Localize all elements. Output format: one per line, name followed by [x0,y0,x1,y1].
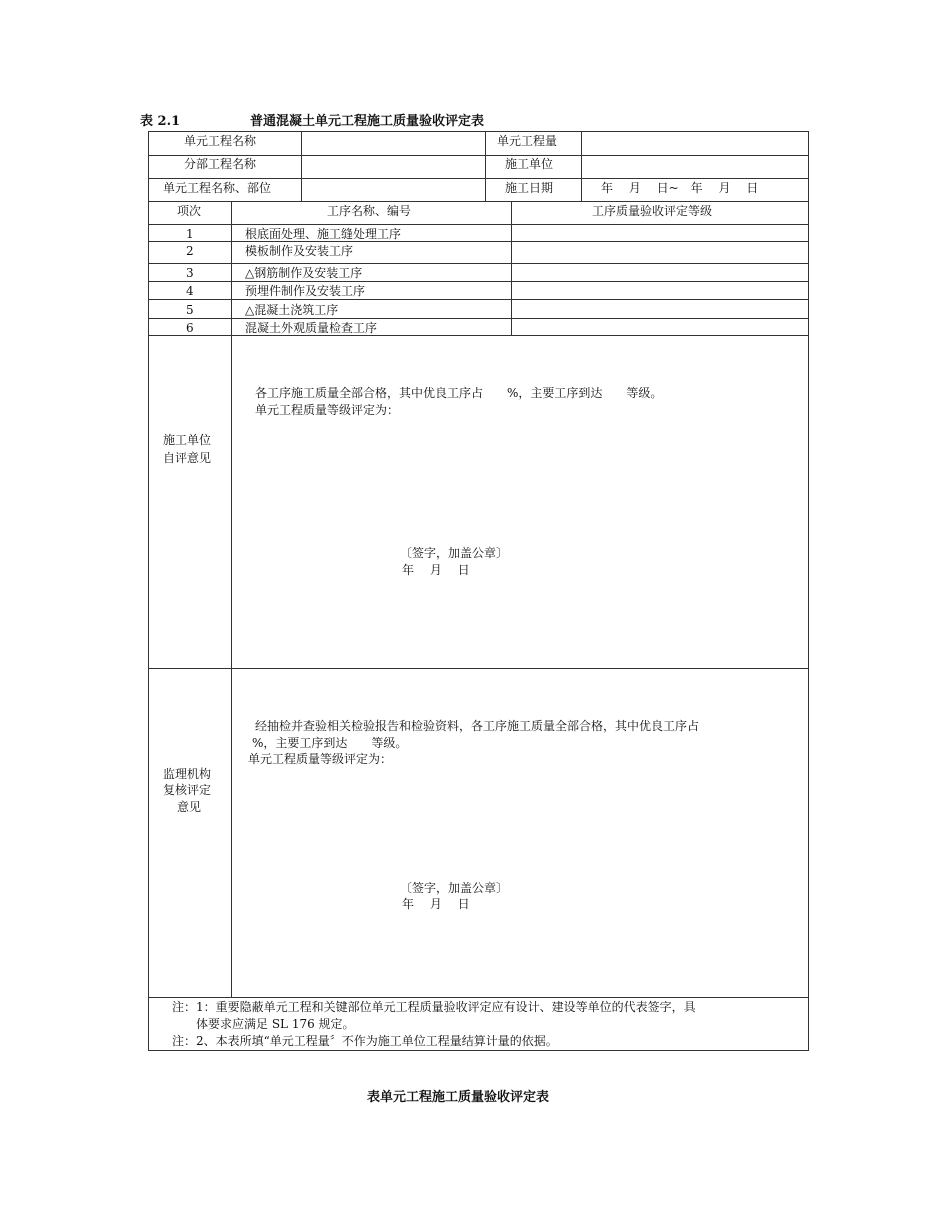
table-number: 表 2.1 [140,114,181,129]
row-line [148,263,809,264]
col-line [581,131,582,201]
note-2: 注：2、本表所填“单元工程量〞不作为施工单位工程量结算计量的依据。 [172,1034,558,1048]
column-header-no: 项次 [177,204,202,218]
process-no: 3 [186,266,194,280]
sub-project-name-label: 分部工程名称 [184,157,257,171]
col-line [511,201,512,335]
row-line [148,241,809,242]
col-line [485,131,486,201]
signature-seal-note: 〔签字，加盖公章〕 [400,546,509,560]
self-eval-label: 施工单位 [163,433,212,447]
construction-date-label: 施工日期 [505,181,554,195]
table-border-bottom [148,1050,809,1051]
row-line [148,281,809,282]
process-no: 1 [186,227,194,241]
self-eval-grade-text: 单元工程质量等级评定为： [255,403,400,417]
row-line [148,155,809,156]
process-name: 根底面处理、施工缝处理工序 [245,227,402,241]
contractor-label: 施工单位 [505,157,554,171]
footer-title: 表单元工程施工质量验收评定表 [367,1090,550,1105]
note-1: 注：1：重要隐蔽单元工程和关键部位单元工程质量验收评定应有设计、建设等单位的代表签字，具 [172,1000,696,1014]
process-name: 预埋件制作及安装工序 [245,284,366,298]
row-line [148,668,809,669]
process-name: 混凝土外观质量检查工序 [245,321,378,335]
table-border-right [808,131,809,1050]
signature-seal-note: 〔签字，加盖公章〕 [400,881,509,895]
col-line [231,201,232,997]
column-header-process: 工序名称、编号 [327,204,412,218]
supervisor-text: %，主要工序到达 等级。 [252,736,408,750]
process-no: 4 [186,284,194,298]
unit-name-label: 单元工程名称 [184,134,257,148]
supervisor-text: 经抽检并查验相关检验报告和检验资料，各工序施工质量全部合格，其中优良工序占 [255,719,700,733]
row-line [148,224,809,225]
row-line [148,178,809,179]
signature-date: 年 月 日 [402,563,470,577]
construction-date-value: 年 月 日~ 年 月 日 [601,181,759,195]
table-border-left [148,131,149,1050]
row-line [148,997,809,998]
row-line [148,335,809,336]
signature-date: 年 月 日 [402,897,470,911]
supervisor-label: 复核评定 [163,783,212,797]
row-line [148,318,809,319]
process-name: 模板制作及安装工序 [245,244,354,258]
supervisor-label: 监理机构 [163,767,212,781]
process-no: 2 [186,244,194,258]
process-no: 5 [186,303,194,317]
table-border-top [148,131,809,132]
process-no: 6 [186,321,194,335]
self-eval-text: 各工序施工质量全部合格，其中优良工序占 %，主要工序到达 等级。 [255,386,663,400]
row-line [148,201,809,202]
row-line [148,299,809,300]
process-name: △钢筋制作及安装工序 [245,266,363,280]
note-1-continued: 体要求应满足 SL 176 规定。 [196,1017,355,1031]
unit-quantity-label: 单元工程量 [497,134,558,148]
self-eval-label: 自评意见 [163,451,212,465]
supervisor-grade-text: 单元工程质量等级评定为： [248,752,393,766]
col-line [301,131,302,201]
document-title: 普通混凝土单元工程施工质量验收评定表 [250,114,485,129]
unit-name-part-label: 单元工程名称、部位 [163,181,272,195]
supervisor-label: 意见 [177,800,202,814]
process-name: △混凝土浇筑工序 [245,303,339,317]
column-header-grade: 工序质量验收评定等级 [592,204,713,218]
